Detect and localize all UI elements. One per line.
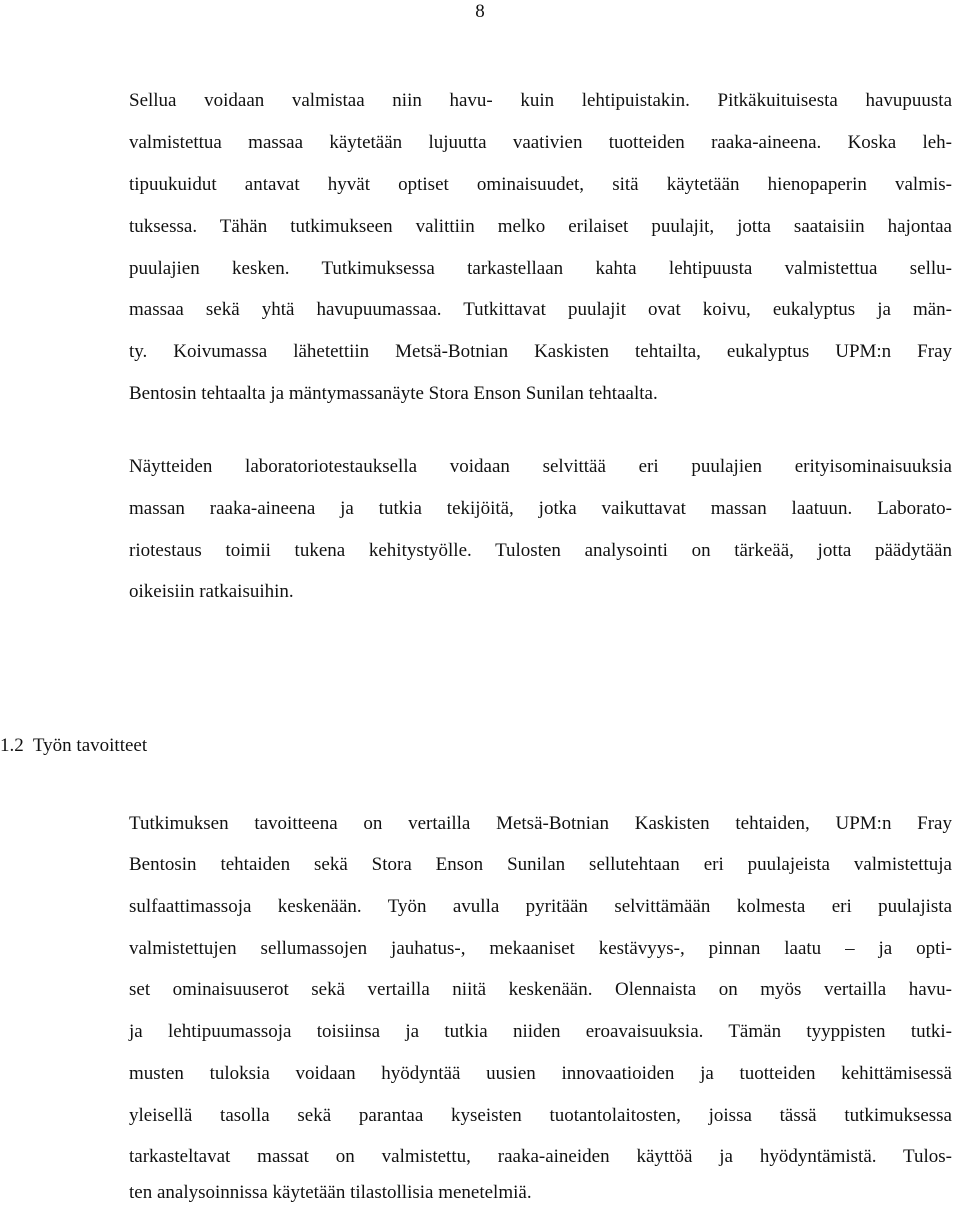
paragraph-line: massan raaka-aineena ja tutkia tekijöitä, jotka vaikuttavat massan laatuun. Laborato- xyxy=(129,498,952,519)
paragraph-line: Bentosin tehtaiden sekä Stora Enson Sunilan sellutehtaan eri puulajeista valmistettuja xyxy=(129,854,952,875)
paragraph-line: ty. Koivumassa lähetettiin Metsä-Botnian Kaskisten tehtailta, eukalyptus UPM:n Fray xyxy=(129,341,952,362)
paragraph-line: Bentosin tehtaalta ja mäntymassanäyte Stora Enson Sunilan tehtaalta. xyxy=(129,383,658,404)
paragraph-line: massaa sekä yhtä havupuumassaa. Tutkittavat puulajit ovat koivu, eukalyptus ja män- xyxy=(129,299,952,320)
paragraph-line: ten analysoinnissa käytetään tilastollisia menetelmiä. xyxy=(129,1182,532,1203)
paragraph-line: ja lehtipuumassoja toisiinsa ja tutkia niiden eroavaisuuksia. Tämän tyyppisten tutki- xyxy=(129,1021,952,1042)
paragraph-line: oikeisiin ratkaisuihin. xyxy=(129,581,294,602)
paragraph-line: tarkasteltavat massat on valmistettu, raaka-aineiden käyttöä ja hyödyntämistä. Tulos- xyxy=(129,1146,952,1167)
paragraph-line: puulajien kesken. Tutkimuksessa tarkastellaan kahta lehtipuusta valmistettua sellu- xyxy=(129,258,952,279)
paragraph-line: tuksessa. Tähän tutkimukseen valittiin melko erilaiset puulajit, jotta saataisiin hajontaa xyxy=(129,216,952,237)
paragraph-line: riotestaus toimii tukena kehitystyölle. Tulosten analysointi on tärkeää, jotta päädytään xyxy=(129,540,952,561)
page-number: 8 xyxy=(475,1,485,22)
paragraph-line: Sellua voidaan valmistaa niin havu- kuin lehtipuistakin. Pitkäkuituisesta havupuusta xyxy=(129,90,952,111)
paragraph-line: tipuukuidut antavat hyvät optiset ominaisuudet, sitä käytetään hienopaperin valmis- xyxy=(129,174,952,195)
paragraph-line: set ominaisuuserot sekä vertailla niitä keskenään. Olennaista on myös vertailla havu- xyxy=(129,979,952,1000)
paragraph-line: sulfaattimassoja keskenään. Työn avulla pyritään selvittämään kolmesta eri puulajista xyxy=(129,896,952,917)
paragraph-line: musten tuloksia voidaan hyödyntää uusien innovaatioiden ja tuotteiden kehittämisessä xyxy=(129,1063,952,1084)
paragraph-line: valmistettujen sellumassojen jauhatus-, mekaaniset kestävyys-, pinnan laatu – ja opti- xyxy=(129,938,952,959)
paragraph-line: yleisellä tasolla sekä parantaa kyseisten tuotantolaitosten, joissa tässä tutkimuksessa xyxy=(129,1105,952,1126)
paragraph-line: Tutkimuksen tavoitteena on vertailla Metsä-Botnian Kaskisten tehtaiden, UPM:n Fray xyxy=(129,813,952,834)
paragraph-line: valmistettua massaa käytetään lujuutta vaativien tuotteiden raaka-aineena. Koska leh- xyxy=(129,132,952,153)
section-heading: 1.2 Työn tavoitteet xyxy=(0,735,148,756)
paragraph-line: Näytteiden laboratoriotestauksella voidaan selvittää eri puulajien erityisominaisuuksia xyxy=(129,456,952,477)
